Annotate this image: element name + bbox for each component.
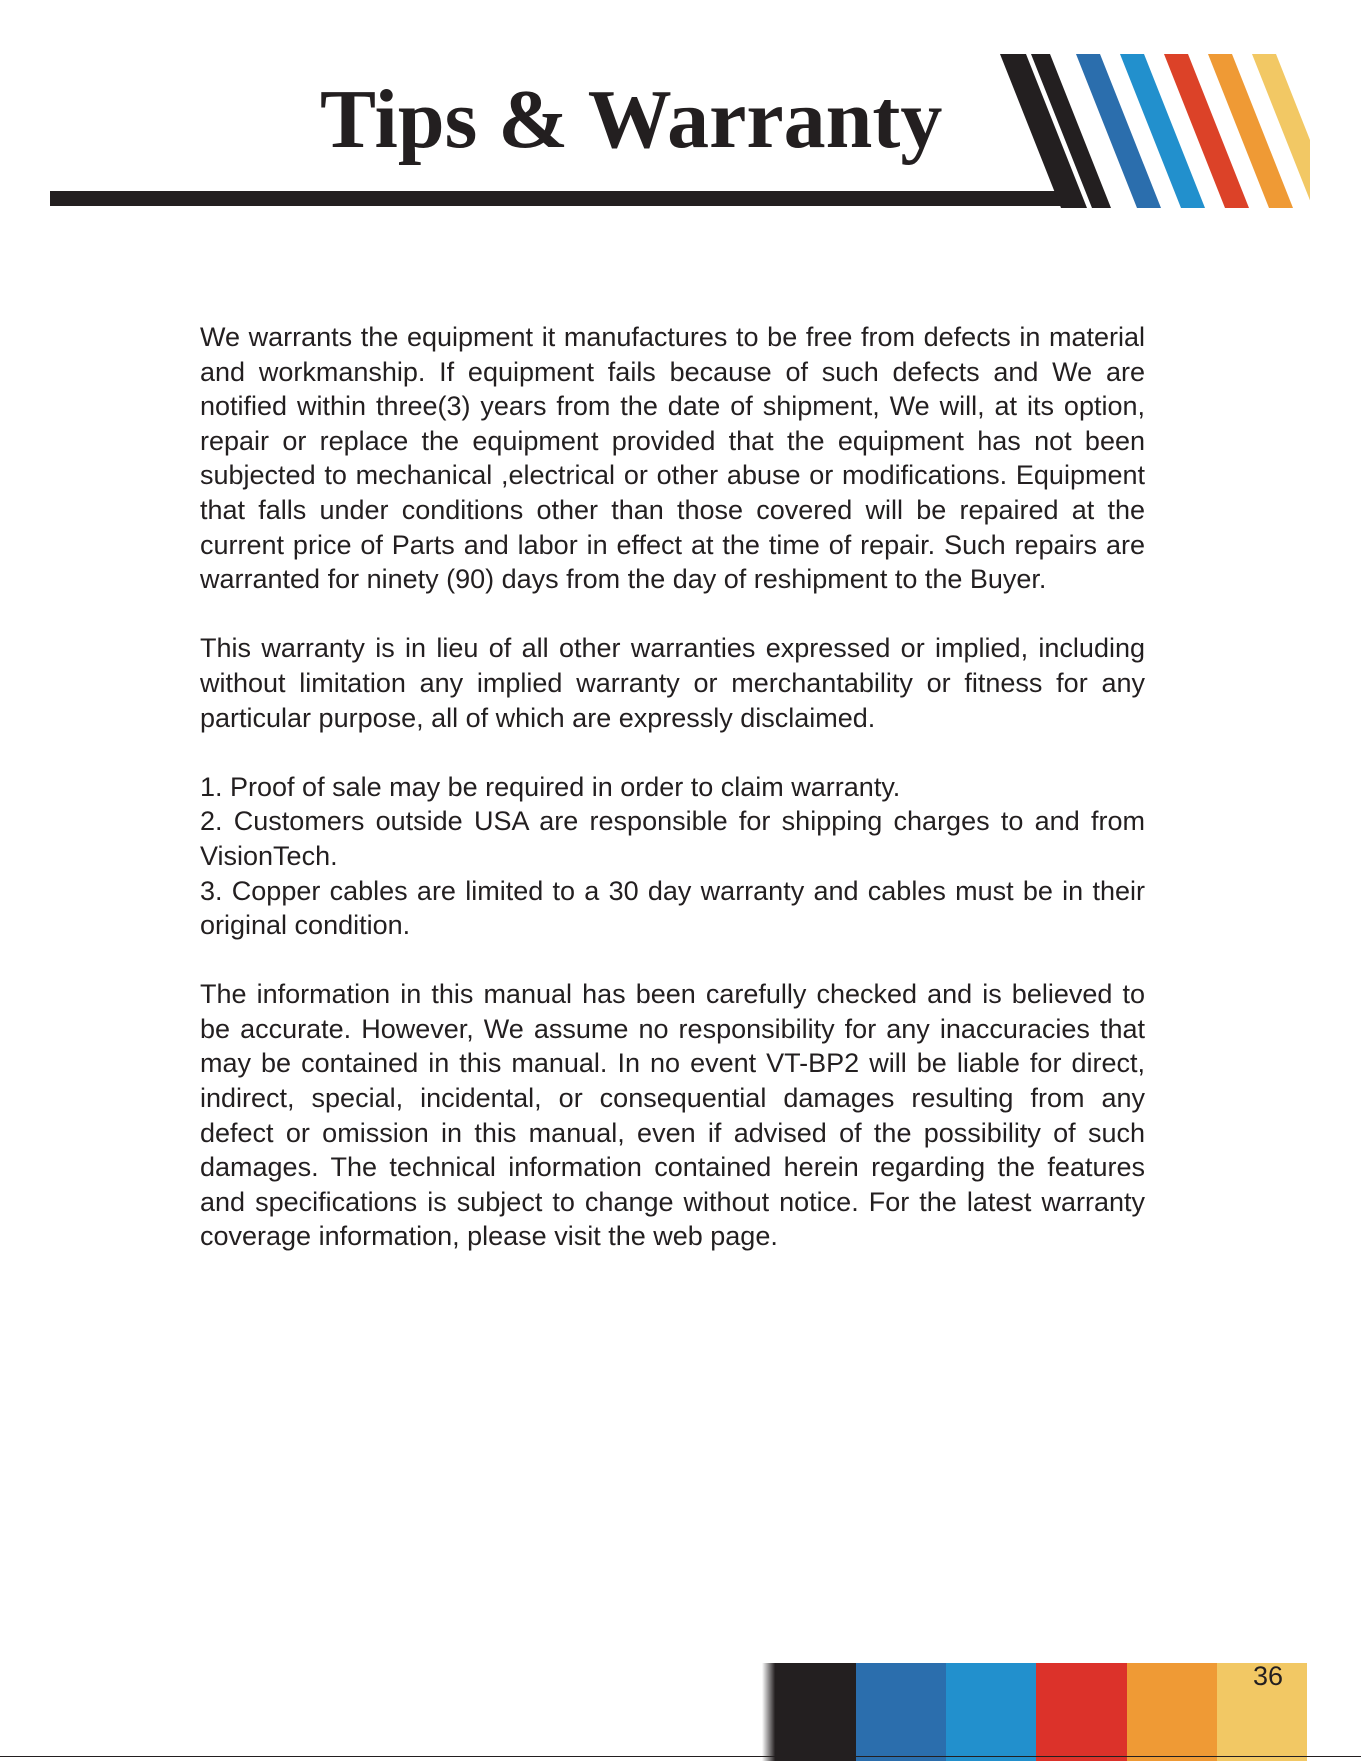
page-title: Tips & Warranty — [320, 73, 943, 166]
footer-seg-orange — [1127, 1663, 1217, 1761]
list-item: 1. Proof of sale may be required in order to claim warranty. — [200, 771, 901, 802]
disclaimer-paragraph: This warranty is in lieu of all other warranties expressed or implied, including without limitation any implied warranty or merchantability or fitness for any particular purpose, all of which are expressly disclaimed. — [200, 633, 1145, 733]
warranty-paragraph: We warrants the equipment it manufactures to be free from defects in material and workmanship. If equipment fails because of such defects and We are notified within three(3) years from the date of shipment, We will, at its option, repair or replace the equipment provided that the equipment has not been subjected to mechanical ,electrical or other abuse or modifications. Equipment that falls under conditions other than those covered will be repaired at the current price of Parts and labor in effect at the time of repair. Such repairs are warranted for ninety (90) days from the day of reshipment to the Buyer. — [200, 322, 1145, 595]
list-item: 2. Customers outside USA are responsible for shipping charges to and from VisionTech. — [200, 806, 1145, 871]
footer-seg-light-blue — [946, 1663, 1036, 1761]
warranty-body — [200, 320, 1145, 1289]
footer-color-bar — [762, 1663, 1307, 1761]
liability-paragraph: The information in this manual has been carefully checked and is believed to be accurate. However, We assume no responsibility for any inaccuracies that may be contained in this manual. In no event VT-BP2 will be liable for direct, indirect, special, incidental, or consequential damages resulting from any defect or omission in this manual, even if advised of the possibility of such damages. The technical information contained herein regarding the features and specifications is subject to change without notice. For the latest warranty coverage information, please visit the web page. — [200, 979, 1145, 1252]
list-item: 3. Copper cables are limited to a 30 day warranty and cables must be in their original condition. — [200, 875, 1145, 941]
footer-seg-dark-blue — [856, 1663, 946, 1761]
footer-seg-black — [762, 1663, 856, 1761]
header-rule — [50, 191, 1070, 206]
footer-seg-red — [1036, 1663, 1126, 1761]
bottom-rule — [0, 1756, 1361, 1757]
page-number: 36 — [1252, 1661, 1283, 1691]
header-stripes-graphic — [1000, 54, 1310, 208]
